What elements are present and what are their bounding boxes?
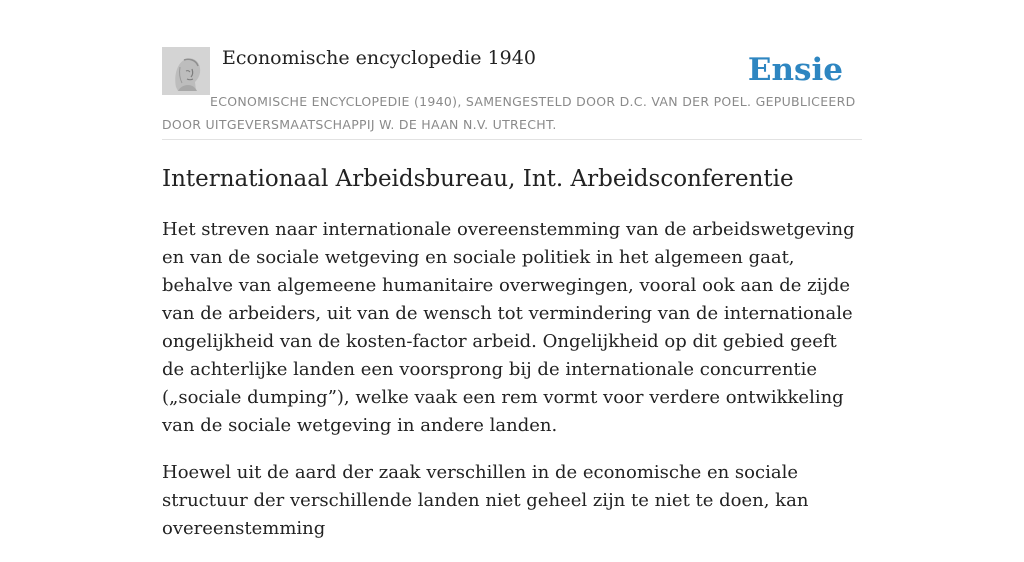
article-body xyxy=(162,216,862,562)
paragraph: Het streven naar internationale overeenstemming van de arbeidswetgeving en van de sociale wetgeving en sociale politiek in het algemeen gaat, behalve van algemeene humanitaire overwegingen, vooral ook aan de zijde van de arbeiders, uit van de wensch tot vermindering van de internationale ongelijkheid van de kosten-factor arbeid. Ongelijkheid op dit gebied geeft de achterlijke landen een voorsprong bij de internationale concurrentie („sociale dumping”), welke vaak een rem vormt voor verdere ontwikkeling van de sociale wetgeving in andere landen. xyxy=(162,219,855,436)
article-title: Internationaal Arbeidsbureau, Int. Arbeidsconferentie xyxy=(162,166,794,192)
header-divider xyxy=(162,139,862,140)
portrait-sketch-icon[interactable] xyxy=(162,47,210,95)
brand-logo[interactable]: Ensie xyxy=(747,52,843,88)
paragraph: Hoewel uit de aard der zaak verschillen in de economische en sociale structuur der verschillende landen niet geheel zijn te niet te doen, kan overeenstemming xyxy=(162,462,809,539)
source-meta: ECONOMISCHE ENCYCLOPEDIE (1940), SAMENGESTELD DOOR D.C. VAN DER POEL. GEPUBLICEERD DOOR UITGEVERSMAATSCHAPPIJ W. DE HAAN N.V. UTRECHT. xyxy=(162,94,856,132)
book-title[interactable]: Economische encyclopedie 1940 xyxy=(222,47,536,69)
avatar-drawing xyxy=(162,47,210,95)
page xyxy=(162,0,862,539)
